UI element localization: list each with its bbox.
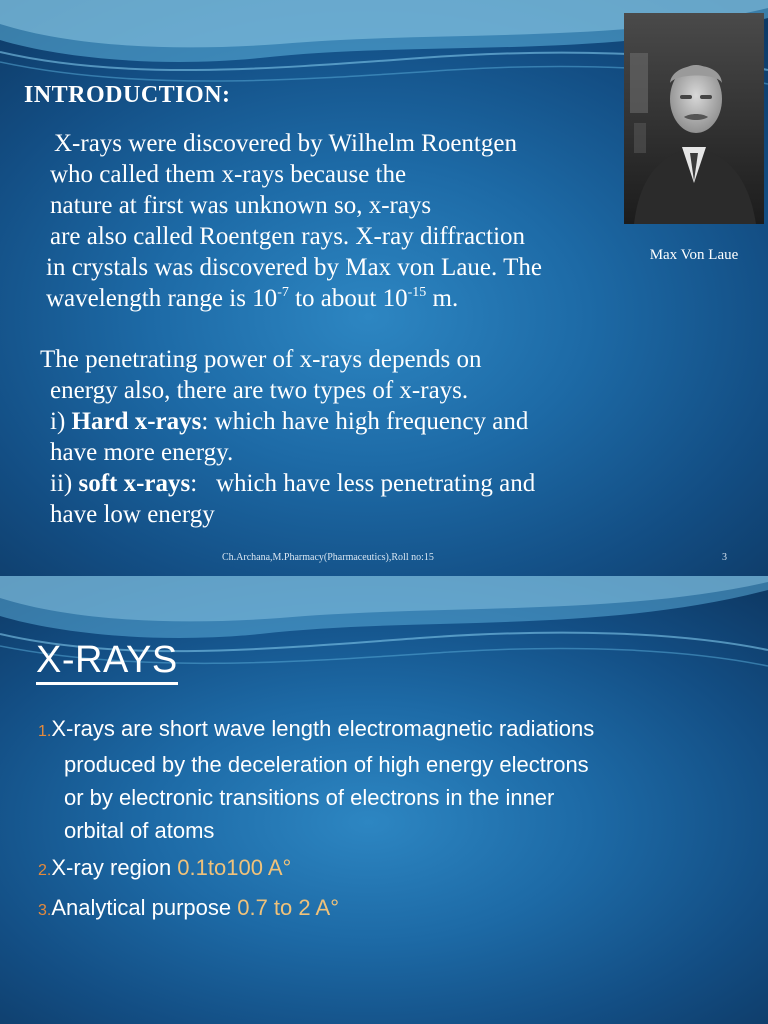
hard-xrays-description: : which have high frequency and [201, 408, 529, 435]
item-text: X-rays are short wave length electromagnetic radiations [51, 716, 595, 741]
item-continuation: or by electronic transitions of electrons in the inner [64, 785, 555, 810]
wavelength-line [46, 283, 646, 314]
item-continuation: orbital of atoms [64, 818, 215, 843]
soft-xrays-term: soft x-rays [78, 470, 191, 497]
slide-footer: Ch.Archana,M.Pharmacy(Pharmaceutics),Roll no:15 [222, 552, 434, 563]
hard-xrays-term: Hard x-rays [71, 408, 202, 435]
wavelength-middle: to about 10 [288, 285, 408, 312]
intro-paragraph [46, 128, 646, 314]
hard-xrays-line [40, 406, 660, 437]
item-number: 2. [38, 862, 52, 879]
slide-heading: INTRODUCTION: [24, 82, 231, 108]
soft-xrays-description: : which have less penetrating and [190, 470, 536, 497]
item-continuation: produced by the deceleration of high energy electrons [64, 752, 589, 777]
hard-xrays-continuation: have more energy. [50, 439, 234, 466]
intro-line: are also called Roentgen rays. X-ray diffraction [50, 223, 526, 250]
exponent: -15 [407, 285, 427, 300]
item-number: 1. [38, 723, 52, 740]
item-value: 0.1to100 A° [177, 855, 292, 880]
item-value: 0.7 to 2 A° [237, 895, 339, 920]
page-number: 3 [722, 552, 727, 563]
intro-line: in crystals was discovered by Max von Laue. The [46, 254, 542, 281]
list-item [38, 851, 748, 887]
slide-title: X-RAYS [36, 638, 178, 685]
intro-line: who called them x-rays because the [50, 161, 407, 188]
xray-types-paragraph [40, 344, 660, 530]
wavelength-prefix: wavelength range is 10 [46, 285, 278, 312]
xrays-list [38, 712, 748, 927]
list-marker: ii) [50, 470, 79, 497]
item-text: X-ray region [51, 855, 178, 880]
types-line: energy also, there are two types of x-rays. [50, 377, 469, 404]
slide-xrays [0, 576, 768, 1024]
types-line: The penetrating power of x-rays depends on [40, 346, 482, 373]
intro-line: X-rays were discovered by Wilhelm Roentgen [54, 130, 517, 157]
item-text: Analytical purpose [51, 895, 238, 920]
wavelength-suffix: m. [426, 285, 459, 312]
list-item [38, 712, 748, 847]
soft-xrays-continuation: have low energy [50, 501, 215, 528]
intro-line: nature at first was unknown so, x-rays [50, 192, 432, 219]
portrait-photo [624, 13, 764, 224]
soft-xrays-line [40, 468, 660, 499]
list-marker: i) [50, 408, 72, 435]
item-number: 3. [38, 902, 52, 919]
exponent: -7 [277, 285, 289, 300]
portrait-caption: Max Von Laue [649, 247, 739, 263]
list-item [38, 891, 748, 927]
